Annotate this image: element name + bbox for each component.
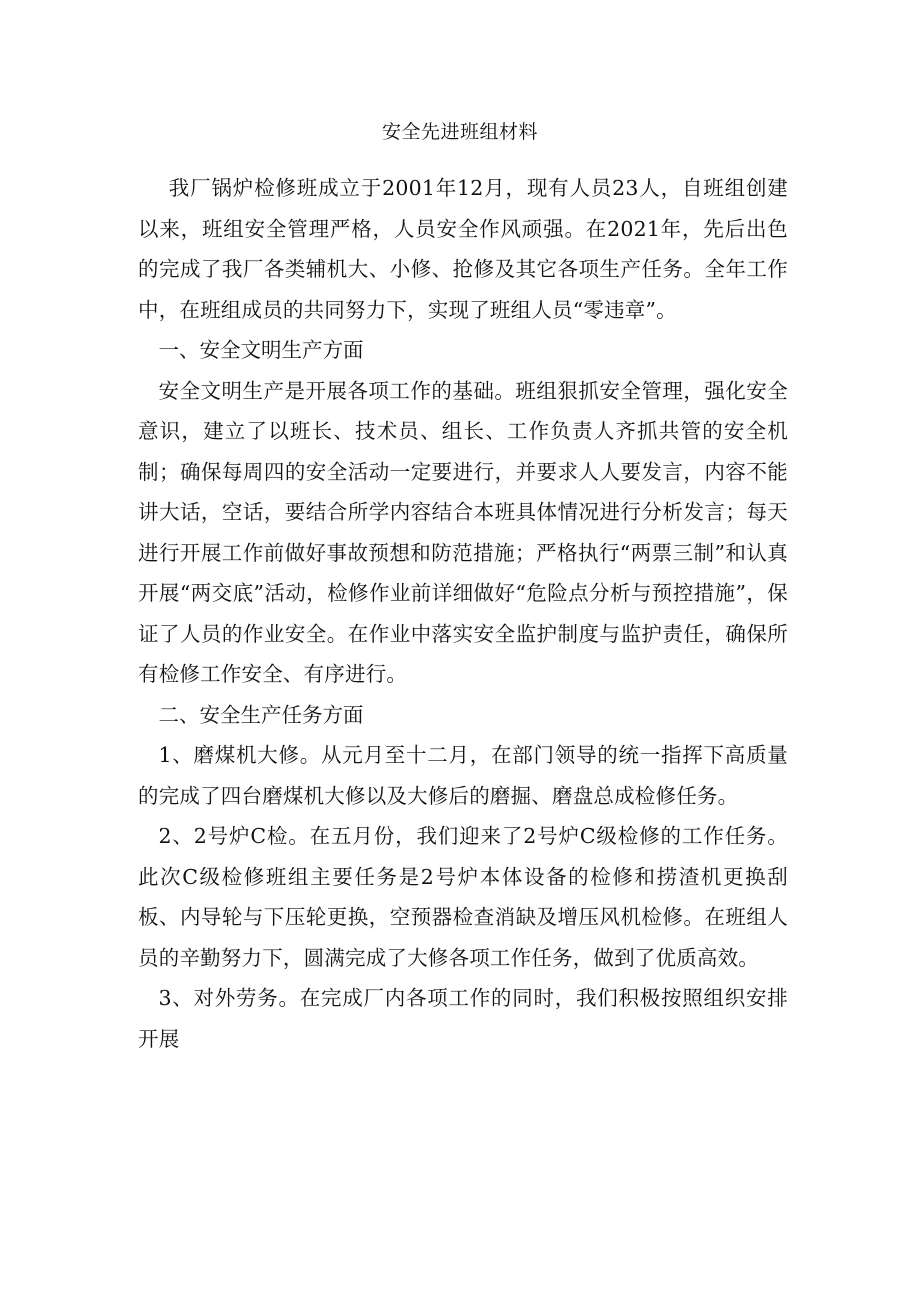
document-title: 安全先进班组材料	[381, 121, 538, 143]
task-item-mill-overhaul: 1、磨煤机大修。从元月至十二月，在部门领导的统一指挥下高质量的完成了四台磨煤机大修以及大修后的磨掘、磨盘总成检修任务。	[138, 743, 788, 808]
intro-paragraph: 我厂锅炉检修班成立于2001年12月，现有人员23人，自班组创建以来，班组安全管理严格，人员安全作风顽强。在2021年，先后出色的完成了我厂各类辅机大、小修、抢修及其它各项生产任务。全年工作中，在班组成员的共同努力下，实现了班组人员“零违章”。	[138, 176, 788, 322]
task-item-boiler-c-inspection: 2、2号炉C检。在五月份，我们迎来了2号炉C级检修的工作任务。此次C级检修班组主要任务是2号炉本体设备的检修和捞渣机更换刮板、内导轮与下压轮更换，空预器检查消缺及增压风机检修。在班组人员的辛勤努力下，圆满完成了大修各项工作任务，做到了优质高效。	[138, 824, 788, 970]
safety-paragraph: 安全文明生产是开展各项工作的基础。班组狠抓安全管理，强化安全意识，建立了以班长、技术员、组长、工作负责人齐抓共管的安全机制；确保每周四的安全活动一定要进行，并要求人人要发言，内容不能讲大话，空话，要结合所学内容结合本班具体情况进行分析发言；每天进行开展工作前做好事故预想和防范措施；严格执行“两票三制”和认真开展“两交底”活动，检修作业前详细做好“危险点分析与预控措施”，保证了人员的作业安全。在作业中落实安全监护制度与监护责任，确保所有检修工作安全、有序进行。	[138, 378, 788, 686]
task-item-external-labor: 3、对外劳务。在完成厂内各项工作的同时，我们积极按照组织安排开展	[138, 986, 788, 1051]
section-heading-tasks: 二、安全生产任务方面	[158, 702, 364, 727]
document-body	[138, 168, 788, 1059]
section-heading-safety: 一、安全文明生产方面	[158, 338, 364, 362]
